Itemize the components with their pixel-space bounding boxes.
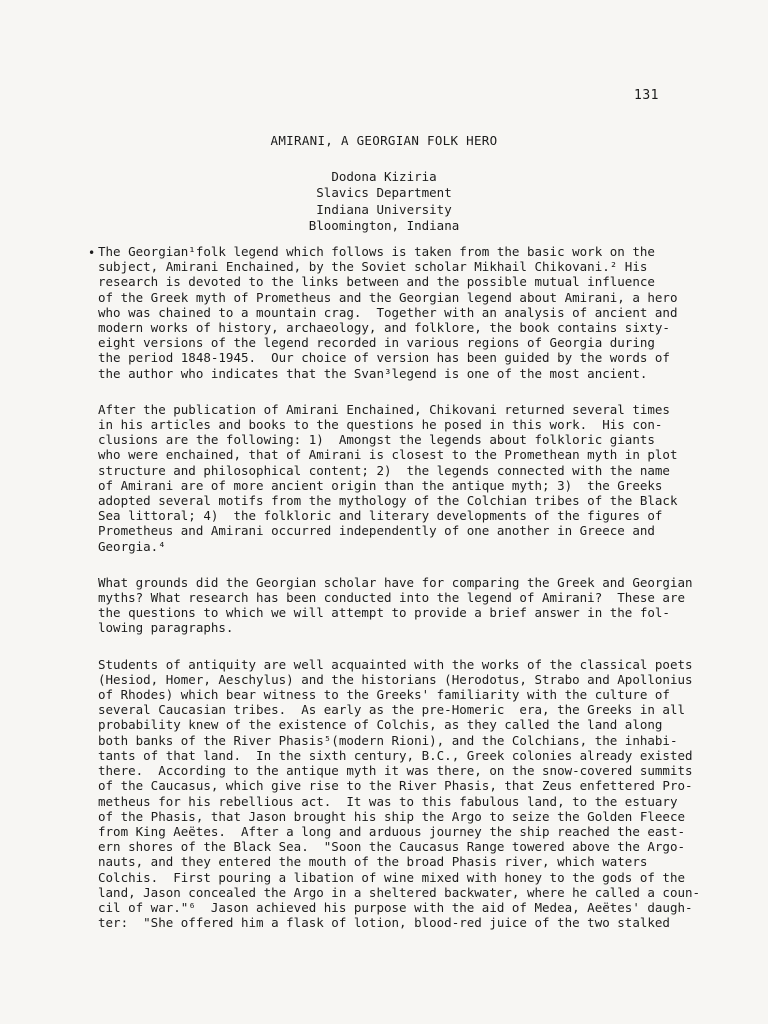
text-line: Sea littoral; 4) the folkloric and literary developments of the figures of bbox=[98, 508, 663, 524]
text-line: of Rhodes) which bear witness to the Greeks' familiarity with the culture of bbox=[98, 687, 670, 703]
author-university: Indiana University bbox=[316, 201, 452, 217]
text-line: the period 1848-1945. Our choice of version has been guided by the words of bbox=[98, 350, 670, 366]
text-line: Georgia.⁴ bbox=[98, 538, 166, 554]
text-line: probability knew of the existence of Colchis, as they called the land along bbox=[98, 717, 663, 733]
text-line: The Georgian¹folk legend which follows is taken from the basic work on the bbox=[98, 244, 655, 259]
text-line: several Caucasian tribes. As early as the pre-Homeric era, the Greeks in all bbox=[98, 702, 685, 718]
paragraph bbox=[98, 574, 693, 636]
text-line: of Amirani are of more ancient origin than the antique myth; 3) the Greeks bbox=[98, 477, 663, 493]
text-line: Colchis. First pouring a libation of wine mixed with honey to the gods of the bbox=[98, 869, 685, 885]
text-line: nauts, and they entered the mouth of the broad Phasis river, which waters bbox=[98, 854, 648, 870]
text-line: tants of that land. In the sixth century, B.C., Greek colonies already existed bbox=[98, 747, 693, 763]
author-location: Bloomington, Indiana bbox=[308, 218, 460, 233]
text-line: adopted several motifs from the mythology of the Colchian tribes of the Black bbox=[98, 493, 678, 509]
body-text bbox=[98, 244, 701, 951]
text-line: land, Jason concealed the Argo in a sheltered backwater, where he called a coun- bbox=[98, 884, 701, 900]
author-name: Dodona Kiziria bbox=[331, 168, 437, 184]
text-line: clusions are the following: 1) Amongst the legends about folkloric giants bbox=[98, 432, 655, 448]
article-title: AMIRANI, A GEORGIAN FOLK HERO bbox=[270, 133, 498, 148]
text-line: of the Phasis, that Jason brought his ship the Argo to seize the Golden Fleece bbox=[98, 808, 685, 824]
text-line: cil of war."⁶ Jason achieved his purpose with the aid of Medea, Aeëtes' daugh- bbox=[98, 899, 693, 915]
text-line: ern shores of the Black Sea. "Soon the Caucasus Range towered above the Argo- bbox=[98, 839, 685, 855]
text-line: both banks of the River Phasis⁵(modern Rioni), and the Colchians, the inhabi- bbox=[98, 732, 678, 748]
text-line: lowing paragraphs. bbox=[98, 620, 234, 636]
text-line: structure and philosophical content; 2) the legends connected with the name bbox=[98, 462, 670, 478]
paragraph bbox=[98, 244, 678, 381]
text-line: (Hesiod, Homer, Aeschylus) and the historians (Herodotus, Strabo and Apollonius bbox=[98, 671, 693, 687]
text-line: there. According to the antique myth it was there, on the snow-covered summits bbox=[98, 763, 693, 779]
text-line: Prometheus and Amirani occurred independently of one another in Greece and bbox=[98, 523, 655, 539]
page-number: 131 bbox=[634, 88, 659, 103]
text-line: ter: "She offered him a flask of lotion, blood-red juice of the two stalked bbox=[98, 915, 670, 931]
margin-mark: • bbox=[88, 246, 96, 260]
text-line: modern works of history, archaeology, and folklore, the book contains sixty- bbox=[98, 320, 670, 336]
paragraph bbox=[98, 402, 678, 554]
text-line: What grounds did the Georgian scholar have for comparing the Greek and Georgian bbox=[98, 574, 693, 590]
text-line: eight versions of the legend recorded in various regions of Georgia during bbox=[98, 335, 655, 351]
text-line: who was chained to a mountain crag. Together with an analysis of ancient and bbox=[98, 304, 678, 320]
text-line: in his articles and books to the questions he posed in this work. His con- bbox=[98, 417, 663, 433]
text-line: myths? What research has been conducted into the legend of Amirani? These are bbox=[98, 590, 685, 606]
text-line: metheus for his rebellious act. It was to this fabulous land, to the estuary bbox=[98, 793, 678, 809]
text-line: After the publication of Amirani Enchained, Chikovani returned several times bbox=[98, 401, 670, 417]
text-line: Students of antiquity are well acquainted with the works of the classical poets bbox=[98, 656, 693, 672]
text-line: of the Caucasus, which give rise to the River Phasis, that Zeus enfettered Pro- bbox=[98, 778, 693, 794]
text-line: from King Aeëtes. After a long and arduous journey the ship reached the east- bbox=[98, 823, 685, 839]
text-line: the questions to which we will attempt to provide a brief answer in the fol- bbox=[98, 605, 670, 621]
text-line: the author who indicates that the Svan³legend is one of the most ancient. bbox=[98, 365, 648, 381]
text-line: research is devoted to the links between and the possible mutual influence bbox=[98, 274, 655, 290]
paragraph bbox=[98, 656, 701, 931]
title-block bbox=[0, 133, 768, 235]
text-line: who were enchained, that of Amirani is closest to the Promethean myth in plot bbox=[98, 447, 678, 463]
text-line: of the Greek myth of Prometheus and the Georgian legend about Amirani, a hero bbox=[98, 289, 678, 305]
author-department: Slavics Department bbox=[316, 185, 452, 200]
text-line: subject, Amirani Enchained, by the Soviet scholar Mikhail Chikovani.² His bbox=[98, 259, 648, 275]
